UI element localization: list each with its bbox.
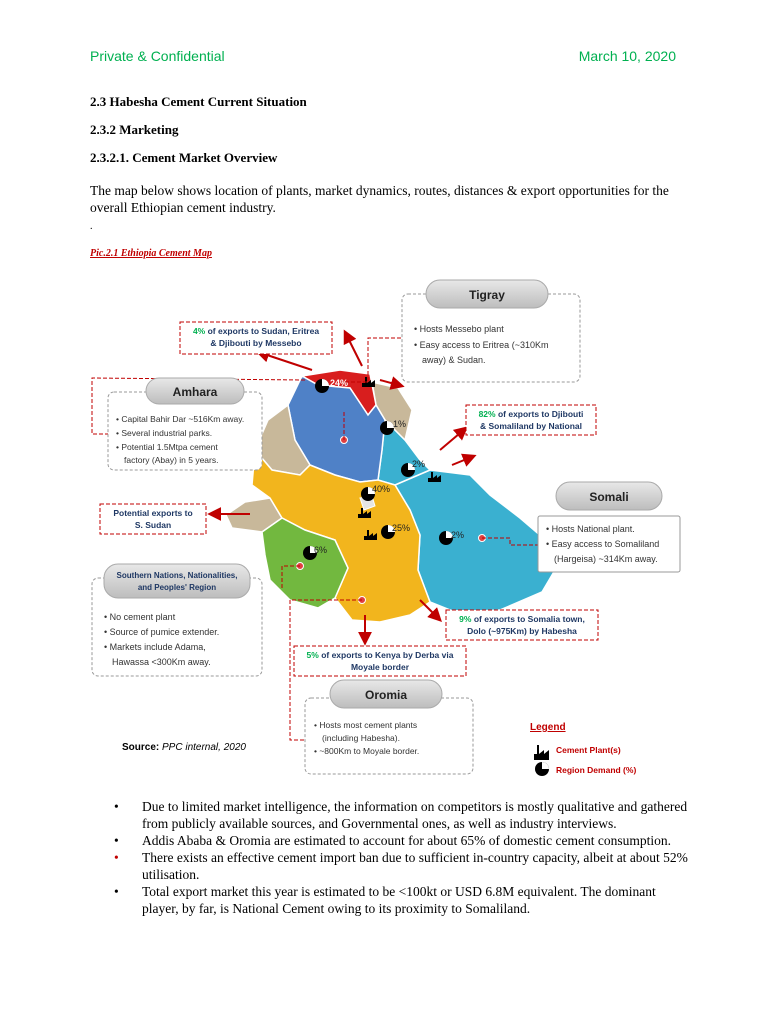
callout-djibouti [466, 405, 596, 435]
list-item [92, 883, 692, 917]
subsubsection-heading: 2.3.2.1. Cement Market Overview [90, 150, 278, 165]
demand-label-tigray-east: 1% [393, 419, 407, 429]
svg-text:5% of exports to Kenya by Derb [307, 650, 454, 660]
bullet-text-2: Addis Ababa & Oromia are estimated to account for about 65% of domestic cement consumption. [142, 833, 671, 848]
source-label: Source: [122, 742, 160, 753]
legend-title: Legend [530, 722, 566, 733]
somali-title: Somali [589, 490, 629, 504]
svg-text:• Markets include Adama,: • Markets include Adama, [104, 642, 206, 652]
snnpr-title-1: Southern Nations, Nationalities, [116, 571, 238, 580]
sudan-eritrea-pct: 4% [192, 326, 206, 336]
tigray-bullet-1: Hosts Messebo plant [419, 324, 504, 334]
svg-text:• Several industrial parks.: • Several industrial parks. [116, 428, 213, 438]
callout-south-sudan [100, 504, 206, 534]
oromia-bullet-1: Hosts most cement plants [319, 720, 418, 730]
snnpr-bullet-3: Markets include Adama, [109, 642, 206, 652]
info-box-tigray [402, 280, 580, 382]
info-box-oromia [305, 680, 473, 774]
svg-text:82% of exports to Djibouti [479, 409, 584, 419]
tigray-title: Tigray [469, 288, 505, 302]
svg-text:• Potential 1.5Mtpa cement: • Potential 1.5Mtpa cement [116, 442, 218, 452]
svg-text:• Hosts National plant.: • Hosts National plant. [546, 524, 635, 534]
factory-icon [534, 745, 549, 760]
somali-bullet-2: Easy access to Somaliland [551, 539, 660, 549]
info-box-somali [538, 482, 680, 572]
legend-plant: Cement Plant(s) [556, 745, 621, 755]
map-source [122, 742, 246, 753]
svg-text:• Source of pumice extender.: • Source of pumice extender. [104, 627, 220, 637]
svg-text:• No cement plant: • No cement plant [104, 612, 176, 622]
svg-text:• Capital Bahir Dar ~516Km awa: • Capital Bahir Dar ~516Km away. [116, 414, 245, 424]
ssudan-text-2: S. Sudan [134, 520, 172, 530]
amhara-bullet-3b: factory (Abay) in 5 years. [124, 455, 219, 465]
amhara-bullet-2: Several industrial parks. [121, 428, 213, 438]
djibouti-text-1: of exports to Djibouti [495, 409, 584, 419]
intro-paragraph [90, 182, 690, 235]
bullet-text-3: There exists an effective cement import ban due to sufficient in-country capacity, albeit at about 52% utilisation. [142, 850, 688, 882]
tigray-bullet-2b: away) & Sudan. [422, 355, 486, 365]
list-item [92, 798, 692, 832]
snnpr-title-2: and Peoples' Region [137, 583, 217, 592]
bullet-dot: • [114, 833, 119, 848]
snnpr-bullet-3b: Hawassa <300Km away. [112, 657, 211, 667]
ethiopia-cement-map [0, 270, 768, 790]
amhara-bullet-1: Capital Bahir Dar ~516Km away. [121, 414, 245, 424]
legend-demand: Region Demand (%) [556, 765, 637, 775]
svg-text:• Hosts Messebo plant: • Hosts Messebo plant [414, 324, 504, 334]
callout-kenya [294, 646, 466, 676]
header-left: Private & Confidential [90, 48, 225, 64]
bullet-list [92, 798, 692, 917]
svg-text:• Easy access to Somaliland: • Easy access to Somaliland [546, 539, 660, 549]
bullet-dot-red: • [114, 850, 119, 865]
ssudan-text-1: Potential exports to [113, 508, 193, 518]
tigray-bullet-2: Easy access to Eritrea (~310Km [419, 340, 549, 350]
kenya-text-1: of exports to Kenya by Derba via [318, 650, 454, 660]
somalia-text-2: Dolo (~975Km) by Habesha [467, 626, 577, 636]
oromia-title: Oromia [364, 688, 408, 702]
map-legend [530, 722, 636, 776]
list-item [92, 849, 692, 883]
somalia-pct: 9% [459, 614, 472, 624]
bullet-text-1: Due to limited market intelligence, the information on competitors is mostly qualitative and gathered from publicly available sources, and Governmental ones, as well as industry interviews. [142, 799, 688, 831]
demand-label-somali: 2% [451, 530, 465, 540]
demand-label-tigray: 24% [330, 378, 349, 388]
pie-icon [535, 762, 549, 776]
sudan-eritrea-text-1: of exports to Sudan, Eritrea [205, 326, 320, 336]
list-item [92, 832, 692, 849]
svg-text:• ~800Km to Moyale border.: • ~800Km to Moyale border. [314, 746, 420, 756]
source-value: PPC internal, 2020 [159, 742, 246, 753]
callout-somalia [446, 610, 598, 640]
somali-bullet-2b: (Hargeisa) ~314Km away. [554, 554, 658, 564]
demand-label-snnpr: 6% [314, 545, 328, 555]
bullet-dot: • [114, 799, 119, 814]
info-box-snnpr [92, 564, 262, 676]
demand-label-addis: 40% [372, 484, 391, 494]
snnpr-title-pill [104, 564, 250, 598]
oromia-bullet-2: ~800Km to Moyale border. [319, 746, 420, 756]
kenya-pct: 5% [306, 650, 319, 660]
bullet-text-4: Total export market this year is estimated to be <100kt or USD 6.8M equivalent. The dominant player, by far, is National Cement owing to its proximity to Somaliland. [142, 884, 656, 916]
oromia-bullet-1b: (including Habesha). [322, 733, 400, 743]
intro-dot: . [90, 221, 93, 232]
svg-text:9% of exports to Somalia town, [459, 614, 585, 624]
svg-text:• Easy access to Eritrea (~310: • Easy access to Eritrea (~310Km [414, 340, 549, 350]
callout-sudan-eritrea [180, 322, 332, 354]
snnpr-bullet-1: No cement plant [109, 612, 176, 622]
demand-label-afar: 2% [412, 459, 426, 469]
svg-text:• Hosts most cement plants: • Hosts most cement plants [314, 720, 418, 730]
intro-text: The map below shows location of plants, market dynamics, routes, distances & export opportunities for the overall Ethiopian cement industry. [90, 183, 669, 215]
djibouti-text-2: & Somaliland by National [479, 421, 583, 431]
subsection-heading: 2.3.2 Marketing [90, 122, 179, 137]
amhara-title: Amhara [172, 385, 218, 399]
section-heading: 2.3 Habesha Cement Current Situation [90, 94, 307, 109]
header-date: March 10, 2020 [578, 48, 676, 64]
sudan-eritrea-text-2: & Djibouti by Messebo [210, 338, 302, 348]
kenya-text-2: Moyale border [350, 662, 410, 672]
demand-label-oromia: 25% [392, 523, 411, 533]
figure-caption: Pic.2.1 Ethiopia Cement Map [90, 248, 212, 259]
somalia-text-1: of exports to Somalia town, [471, 614, 585, 624]
svg-text:4% of exports to Sudan, Eritre [193, 326, 319, 336]
snnpr-bullet-2: Source of pumice extender. [109, 627, 220, 637]
djibouti-pct: 82% [478, 409, 496, 419]
somali-bullet-1: Hosts National plant. [551, 524, 635, 534]
info-box-amhara [108, 378, 262, 470]
amhara-bullet-3: Potential 1.5Mtpa cement [121, 442, 218, 452]
bullet-dot: • [114, 884, 119, 899]
